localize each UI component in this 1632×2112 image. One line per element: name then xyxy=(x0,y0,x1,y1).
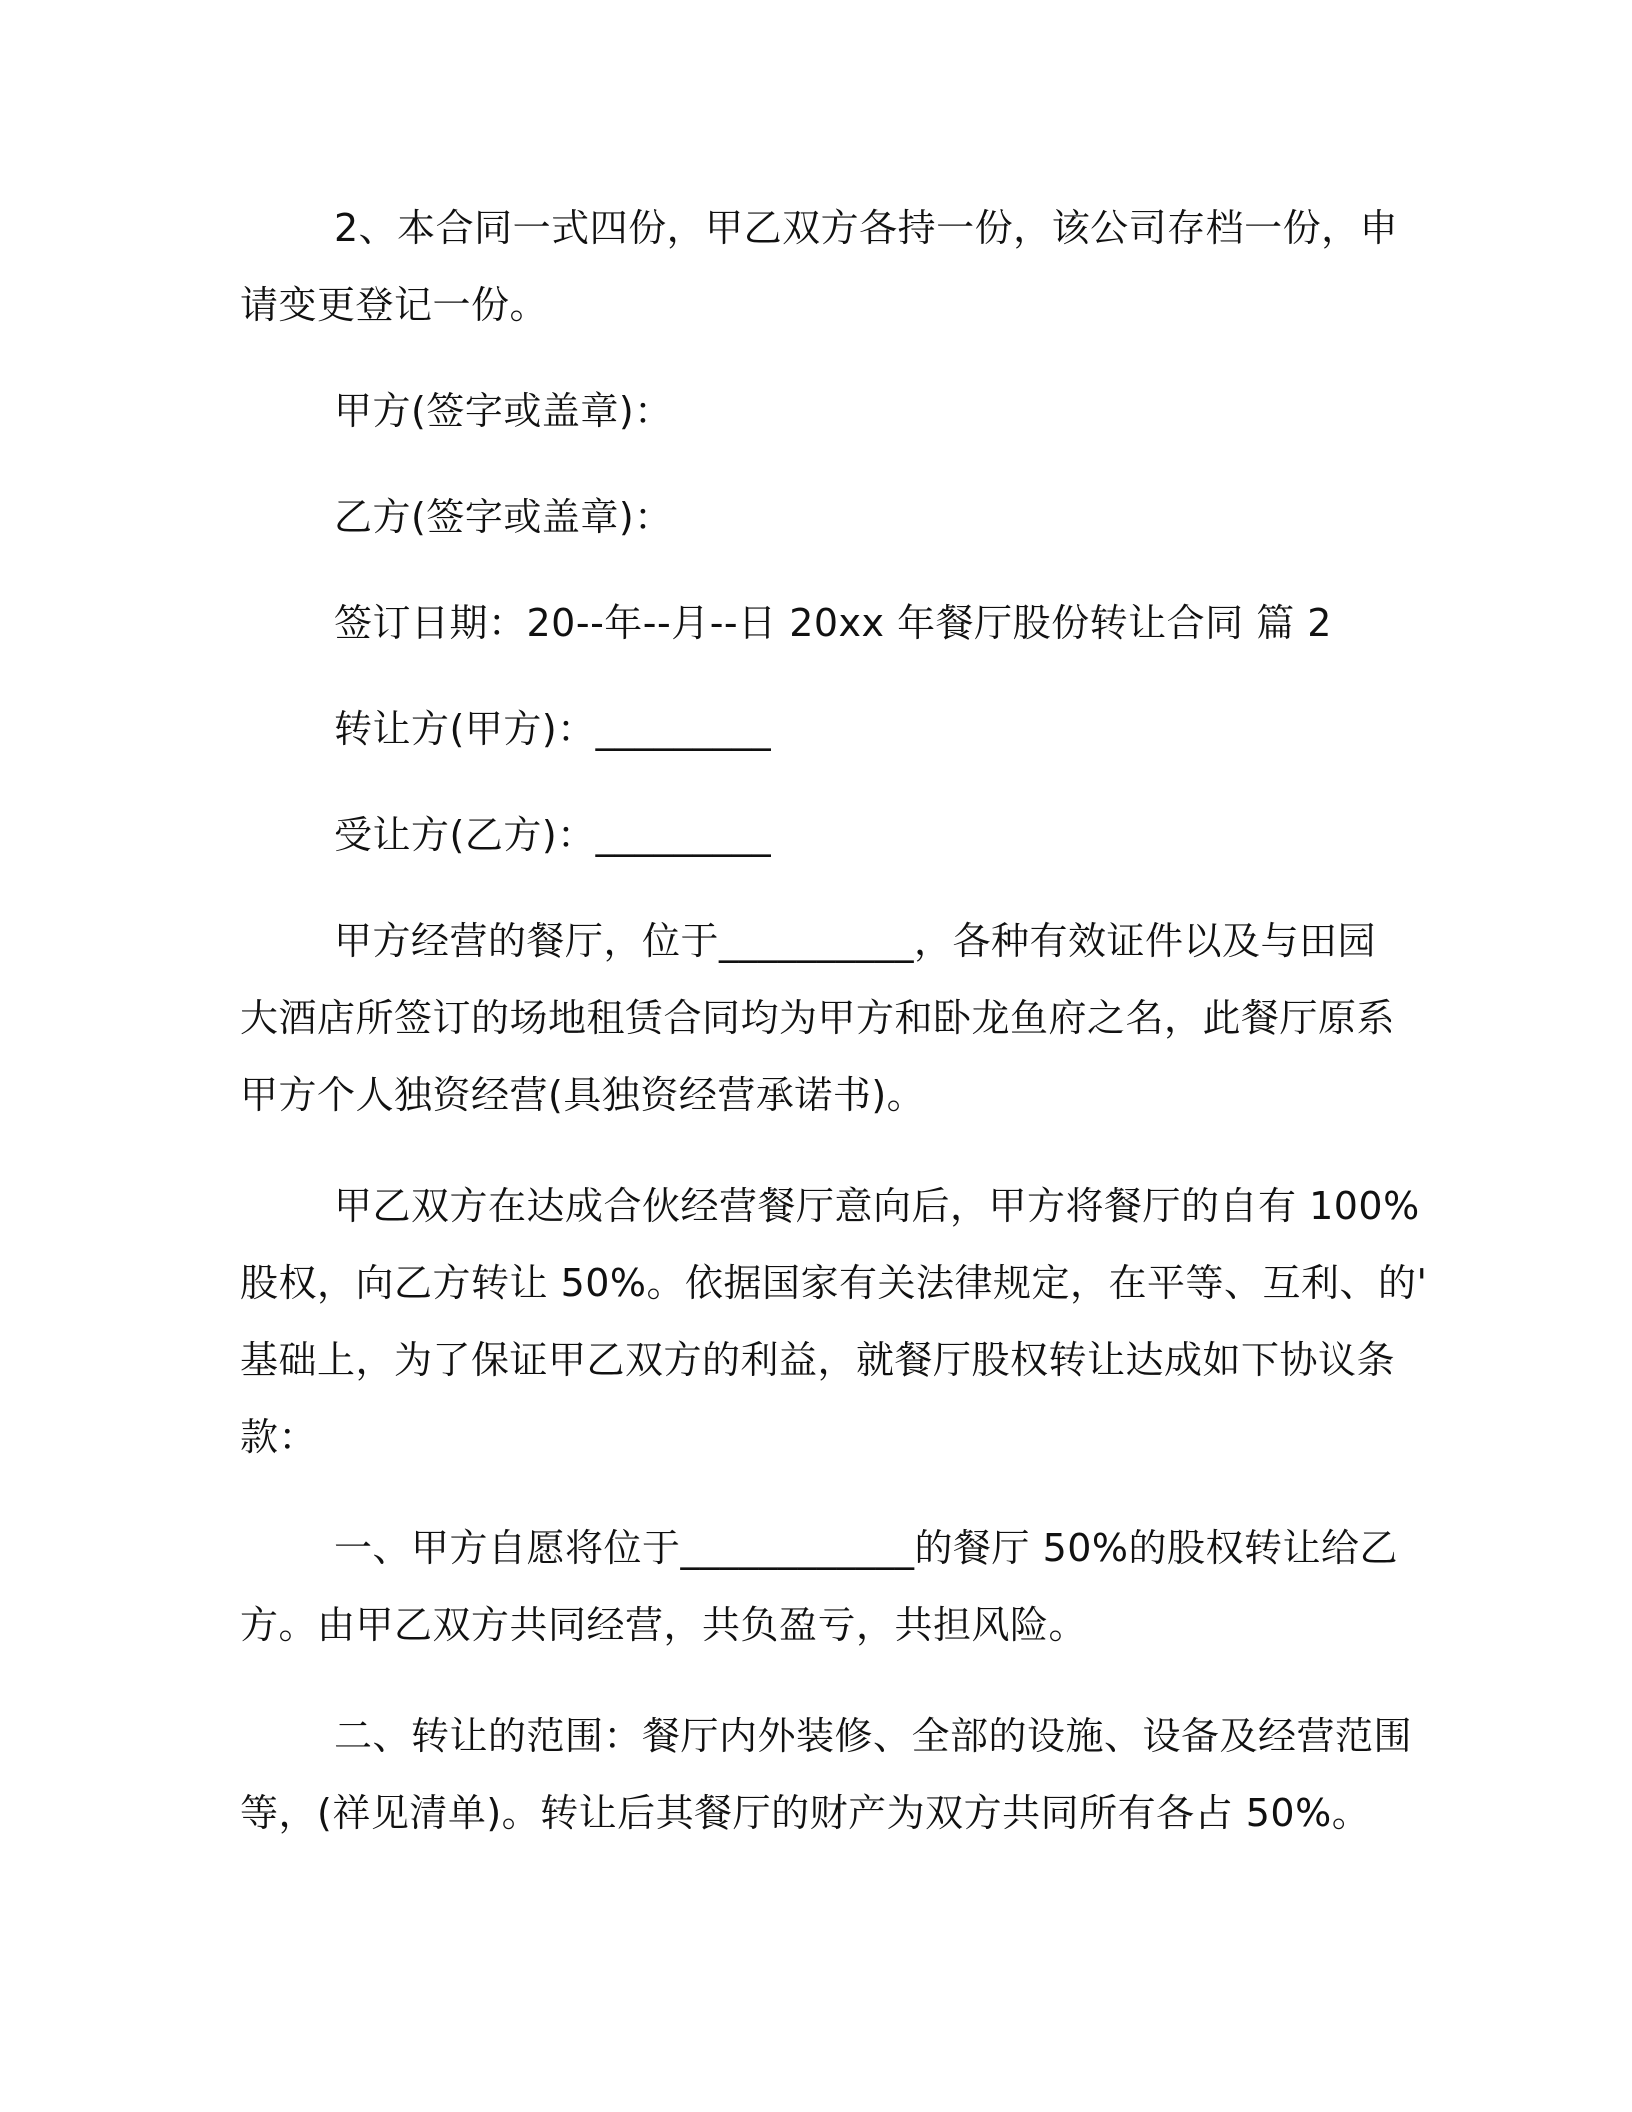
basis-line-2: 股权，向乙方转让 50%。依据国家有关法律规定，在平等、互利、的' xyxy=(240,1261,1428,1305)
intro-line-2: 大酒店所签订的场地租赁合同均为甲方和卧龙鱼府之名，此餐厅原系 xyxy=(240,996,1396,1040)
sign-date-text: 签订日期：20--年--月--日 20xx 年餐厅股份转让合同 篇 2 xyxy=(334,601,1332,645)
article-2-line-1: 二、转让的范围：餐厅内外装修、全部的设施、设备及经营范围 xyxy=(334,1714,1413,1758)
document-body xyxy=(240,190,1428,1852)
intro-paragraph xyxy=(240,903,1396,1134)
intro-line-1: 甲方经营的餐厅，位于__________，各种有效证件以及与田园 xyxy=(334,919,1377,963)
basis-line-4: 款： xyxy=(240,1415,318,1459)
basis-line-3: 基础上，为了保证甲乙双方的利益，就餐厅股权转让达成如下协议条 xyxy=(240,1338,1396,1382)
party-a-signature-line xyxy=(240,373,1390,450)
transferor-text: 转让方(甲方)：_________ xyxy=(334,707,772,751)
basis-line-1: 甲乙双方在达成合伙经营餐厅意向后，甲方将餐厅的自有 100% xyxy=(334,1184,1420,1228)
article-2-line-2: 等，(祥见清单)。转让后其餐厅的财产为双方共同所有各占 50%。 xyxy=(240,1791,1371,1835)
article-2-paragraph xyxy=(240,1698,1413,1852)
clause-2-paragraph xyxy=(240,190,1399,344)
transferee-line xyxy=(240,797,1390,874)
party-b-signature-line xyxy=(240,479,1390,556)
basis-paragraph xyxy=(240,1168,1428,1476)
transferee-text: 受让方(乙方)：_________ xyxy=(334,813,772,857)
party-b-signature-label: 乙方(签字或盖章)： xyxy=(334,495,673,539)
article-1-paragraph xyxy=(240,1510,1399,1664)
clause-2-line-2: 请变更登记一份。 xyxy=(240,283,549,327)
clause-2-line-1: 2、本合同一式四份，甲乙双方各持一份，该公司存档一份，申 xyxy=(334,206,1399,250)
article-1-line-2: 方。由甲乙双方共同经营，共负盈亏，共担风险。 xyxy=(240,1603,1088,1647)
intro-line-3: 甲方个人独资经营(具独资经营承诺书)。 xyxy=(240,1073,926,1117)
party-a-signature-label: 甲方(签字或盖章)： xyxy=(334,389,673,433)
transferor-line xyxy=(240,691,1390,768)
sign-date-line xyxy=(240,585,1390,662)
article-1-line-1: 一、甲方自愿将位于____________的餐厅 50%的股权转让给乙 xyxy=(334,1526,1399,1570)
